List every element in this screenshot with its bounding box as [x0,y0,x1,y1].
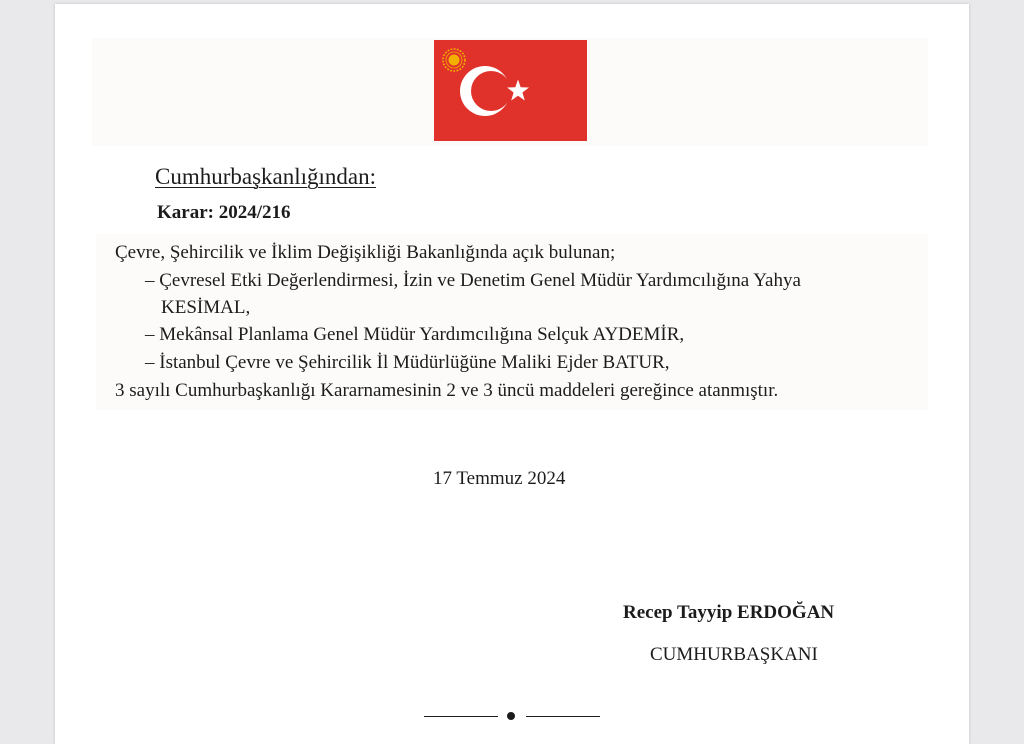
signer-title: CUMHURBAŞKANI [650,644,818,665]
issuer-heading: Cumhurbaşkanlığından: [155,164,377,189]
turkish-flag-icon [434,40,587,141]
appointment-item-1-continuation: KESİMAL, [161,297,251,318]
decision-number: Karar: 2024/216 [157,202,291,223]
appointment-item-3: – İstanbul Çevre ve Şehircilik İl Müdürlüğüne Maliki Ejder BATUR, [145,352,670,373]
separator-dot-icon [507,712,515,720]
appointment-item-2: – Mekânsal Planlama Genel Müdür Yardımcılığına Selçuk AYDEMİR, [145,324,685,345]
decision-date: 17 Temmuz 2024 [433,468,566,489]
decision-closing: 3 sayılı Cumhurbaşkanlığı Kararnamesinin 2 ve 3 üncü maddeleri gereğince atanmıştır. [115,380,779,401]
separator-line-right [526,716,600,717]
decision-intro: Çevre, Şehircilik ve İklim Değişikliği Bakanlığında açık bulunan; [115,242,616,263]
separator-line-left [424,716,498,717]
appointment-item-1: – Çevresel Etki Değerlendirmesi, İzin ve Denetim Genel Müdür Yardımcılığına Yahya [145,270,801,291]
signer-name: Recep Tayyip ERDOĞAN [623,602,835,623]
end-of-decision-separator [424,708,600,722]
